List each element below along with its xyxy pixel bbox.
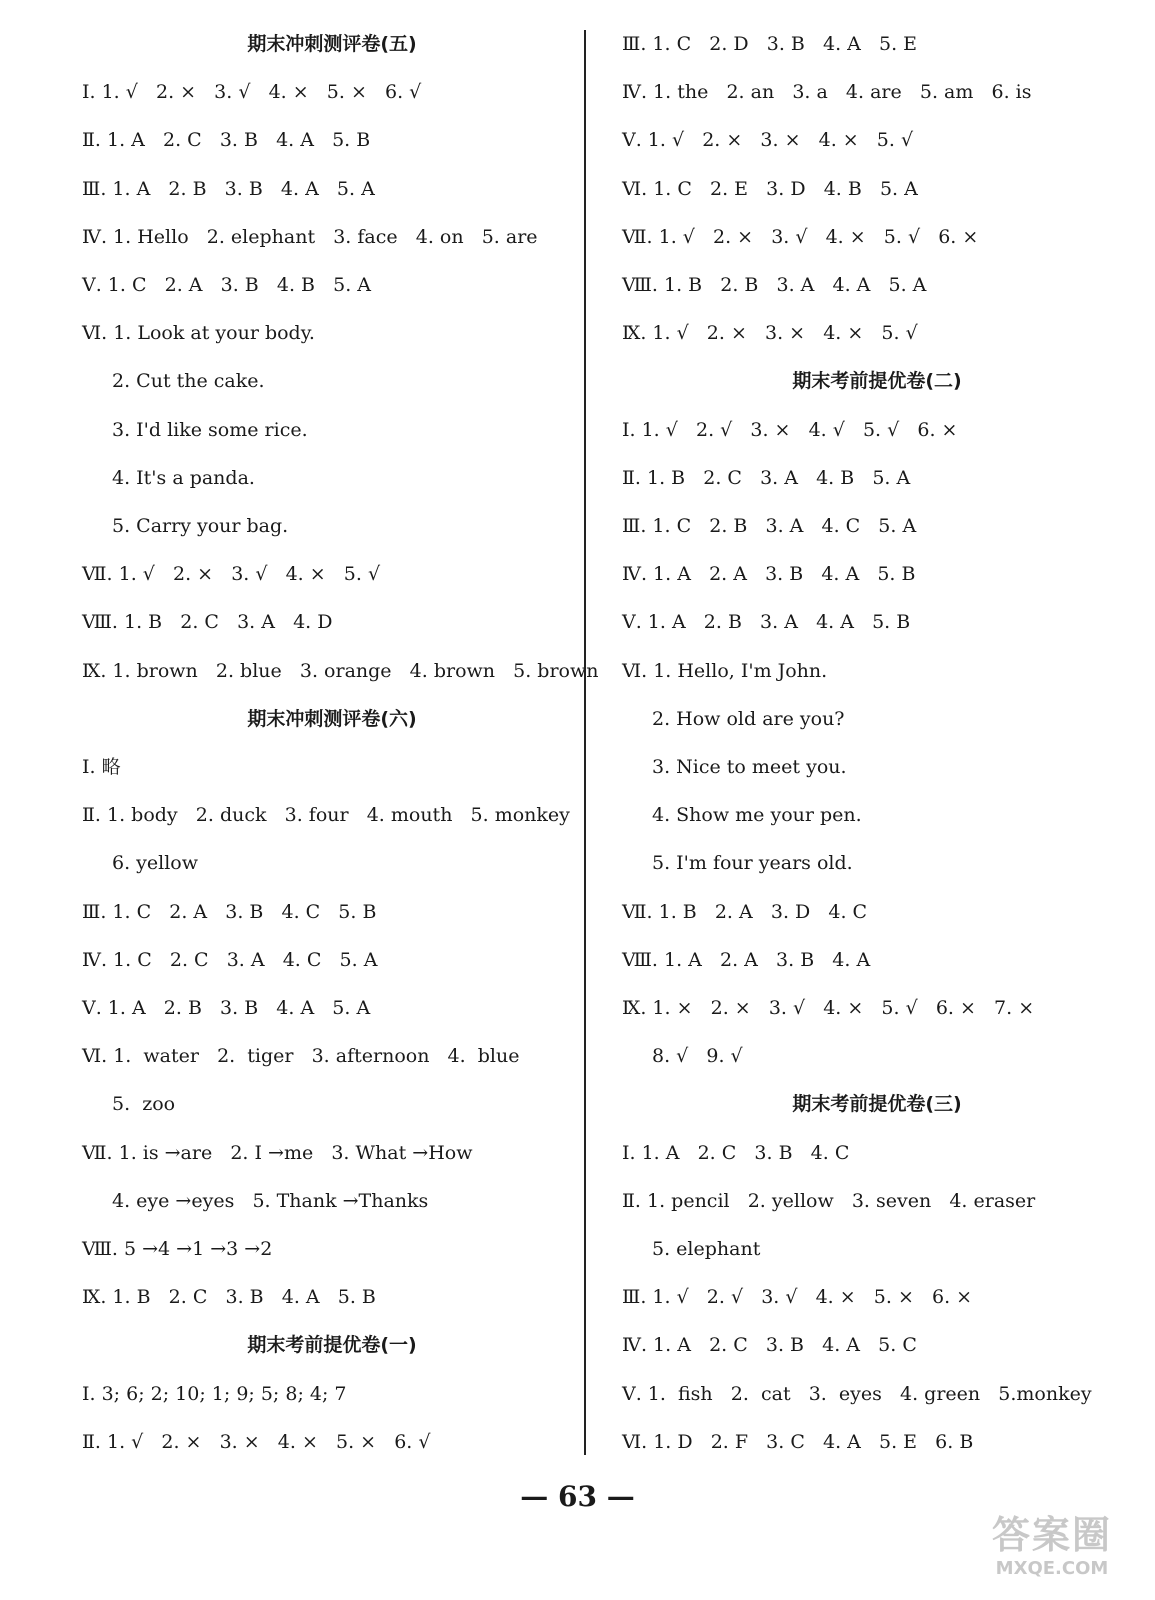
- answer-line: Ⅵ. 1. Look at your body.: [82, 322, 315, 345]
- answer-line: Ⅲ. 1. C 2. D 3. B 4. A 5. E: [622, 33, 918, 55]
- answer-line: Ⅶ. 1. √ 2. × 3. √ 4. × 5. √: [82, 563, 381, 586]
- answer-line: 5. Carry your bag.: [112, 515, 289, 537]
- answer-line: 4. It's a panda.: [112, 466, 255, 489]
- answer-line: Ⅱ. 1. pencil 2. yellow 3. seven 4. eraser: [622, 1189, 1036, 1212]
- answer-line: Ⅶ. 1. B 2. A 3. D 4. C: [622, 900, 868, 923]
- answer-line: Ⅷ. 1. B 2. B 3. A 4. A 5. A: [622, 274, 927, 296]
- answer-line: Ⅰ. 1. A 2. C 3. B 4. C: [622, 1141, 850, 1164]
- answer-line: Ⅸ. 1. √ 2. × 3. × 4. × 5. √: [622, 322, 918, 345]
- answer-line: Ⅸ. 1. brown 2. blue 3. orange 4. brown 5. brown: [82, 659, 599, 682]
- section-heading: 期末冲刺测评卷(六): [247, 707, 417, 730]
- section-heading: 期末考前提优卷(二): [792, 370, 962, 393]
- answer-line: 4. eye →eyes 5. Thank →Thanks: [112, 1189, 429, 1212]
- answer-line: Ⅷ. 1. B 2. C 3. A 4. D: [82, 611, 333, 634]
- answer-line: 5. elephant: [652, 1238, 761, 1260]
- answer-line: Ⅵ. 1. C 2. E 3. D 4. B 5. A: [622, 177, 918, 200]
- answer-line: Ⅰ. 1. √ 2. √ 3. × 4. √ 5. √ 6. ×: [622, 418, 958, 441]
- answer-line: Ⅲ. 1. √ 2. √ 3. √ 4. × 5. × 6. ×: [622, 1286, 973, 1309]
- watermark-logo: [977, 1512, 1127, 1592]
- answer-line: Ⅵ. 1. Hello, I'm John.: [622, 659, 828, 682]
- answer-line: Ⅴ. 1. fish 2. cat 3. eyes 4. green 5.monkey: [622, 1382, 1092, 1405]
- answer-line: Ⅲ. 1. A 2. B 3. B 4. A 5. A: [82, 177, 375, 200]
- answer-line: Ⅸ. 1. B 2. C 3. B 4. A 5. B: [82, 1286, 376, 1309]
- answer-line: Ⅱ. 1. √ 2. × 3. × 4. × 5. × 6. √: [82, 1430, 431, 1453]
- watermark-url: MXQE.COM: [995, 1558, 1109, 1579]
- answer-line: Ⅰ. 3; 6; 2; 10; 1; 9; 5; 8; 4; 7: [82, 1382, 347, 1405]
- answer-line: 3. Nice to meet you.: [652, 756, 847, 778]
- answer-line: Ⅰ. 1. √ 2. × 3. √ 4. × 5. × 6. √: [82, 81, 422, 104]
- answer-line: Ⅰ. 略: [82, 756, 121, 778]
- answer-line: Ⅸ. 1. × 2. × 3. √ 4. × 5. √ 6. × 7. ×: [622, 997, 1035, 1019]
- page-number: — 63 —: [520, 1480, 635, 1513]
- section-heading: 期末考前提优卷(一): [247, 1334, 417, 1357]
- answer-line: Ⅴ. 1. √ 2. × 3. × 4. × 5. √: [622, 129, 914, 152]
- answer-line: 2. How old are you?: [652, 707, 845, 730]
- answer-line: Ⅳ. 1. A 2. C 3. B 4. A 5. C: [622, 1334, 917, 1357]
- answer-line: Ⅳ. 1. A 2. A 3. B 4. A 5. B: [622, 563, 916, 586]
- answer-line: 2. Cut the cake.: [112, 370, 265, 393]
- watermark-logo-text: 答案圈: [991, 1513, 1112, 1557]
- answer-line: Ⅷ. 5 →4 →1 →3 →2: [82, 1238, 273, 1260]
- answer-line: Ⅳ. 1. Hello 2. elephant 3. face 4. on 5. are: [82, 225, 538, 248]
- answer-line: 6. yellow: [112, 852, 199, 875]
- answer-line: Ⅳ. 1. the 2. an 3. a 4. are 5. am 6. is: [622, 81, 1032, 104]
- column-divider: [584, 30, 586, 1455]
- answer-line: 3. I'd like some rice.: [112, 418, 308, 441]
- answer-line: Ⅱ. 1. A 2. C 3. B 4. A 5. B: [82, 129, 371, 152]
- answer-line: Ⅴ. 1. A 2. B 3. A 4. A 5. B: [622, 611, 911, 634]
- section-heading: 期末考前提优卷(三): [792, 1093, 962, 1116]
- answer-line: 5. zoo: [112, 1093, 176, 1116]
- answer-line: Ⅴ. 1. A 2. B 3. B 4. A 5. A: [82, 997, 371, 1019]
- answer-line: Ⅴ. 1. C 2. A 3. B 4. B 5. A: [82, 274, 372, 296]
- answer-line: 4. Show me your pen.: [652, 804, 862, 827]
- answer-line: Ⅳ. 1. C 2. C 3. A 4. C 5. A: [82, 948, 378, 971]
- answer-line: Ⅱ. 1. body 2. duck 3. four 4. mouth 5. monkey: [82, 804, 570, 827]
- answer-line: Ⅲ. 1. C 2. A 3. B 4. C 5. B: [82, 900, 377, 923]
- answer-line: Ⅲ. 1. C 2. B 3. A 4. C 5. A: [622, 515, 917, 537]
- section-heading: 期末冲刺测评卷(五): [247, 33, 417, 55]
- answer-line: Ⅶ. 1. √ 2. × 3. √ 4. × 5. √ 6. ×: [622, 225, 979, 248]
- answer-line: 5. I'm four years old.: [652, 852, 853, 875]
- answer-line: Ⅱ. 1. B 2. C 3. A 4. B 5. A: [622, 466, 911, 489]
- answer-line: Ⅵ. 1. D 2. F 3. C 4. A 5. E 6. B: [622, 1430, 974, 1453]
- answer-line: 8. √ 9. √: [652, 1045, 743, 1068]
- answer-line: Ⅶ. 1. is →are 2. I →me 3. What →How: [82, 1141, 473, 1164]
- answer-line: Ⅷ. 1. A 2. A 3. B 4. A: [622, 948, 871, 971]
- answer-line: Ⅵ. 1. water 2. tiger 3. afternoon 4. blue: [82, 1045, 520, 1068]
